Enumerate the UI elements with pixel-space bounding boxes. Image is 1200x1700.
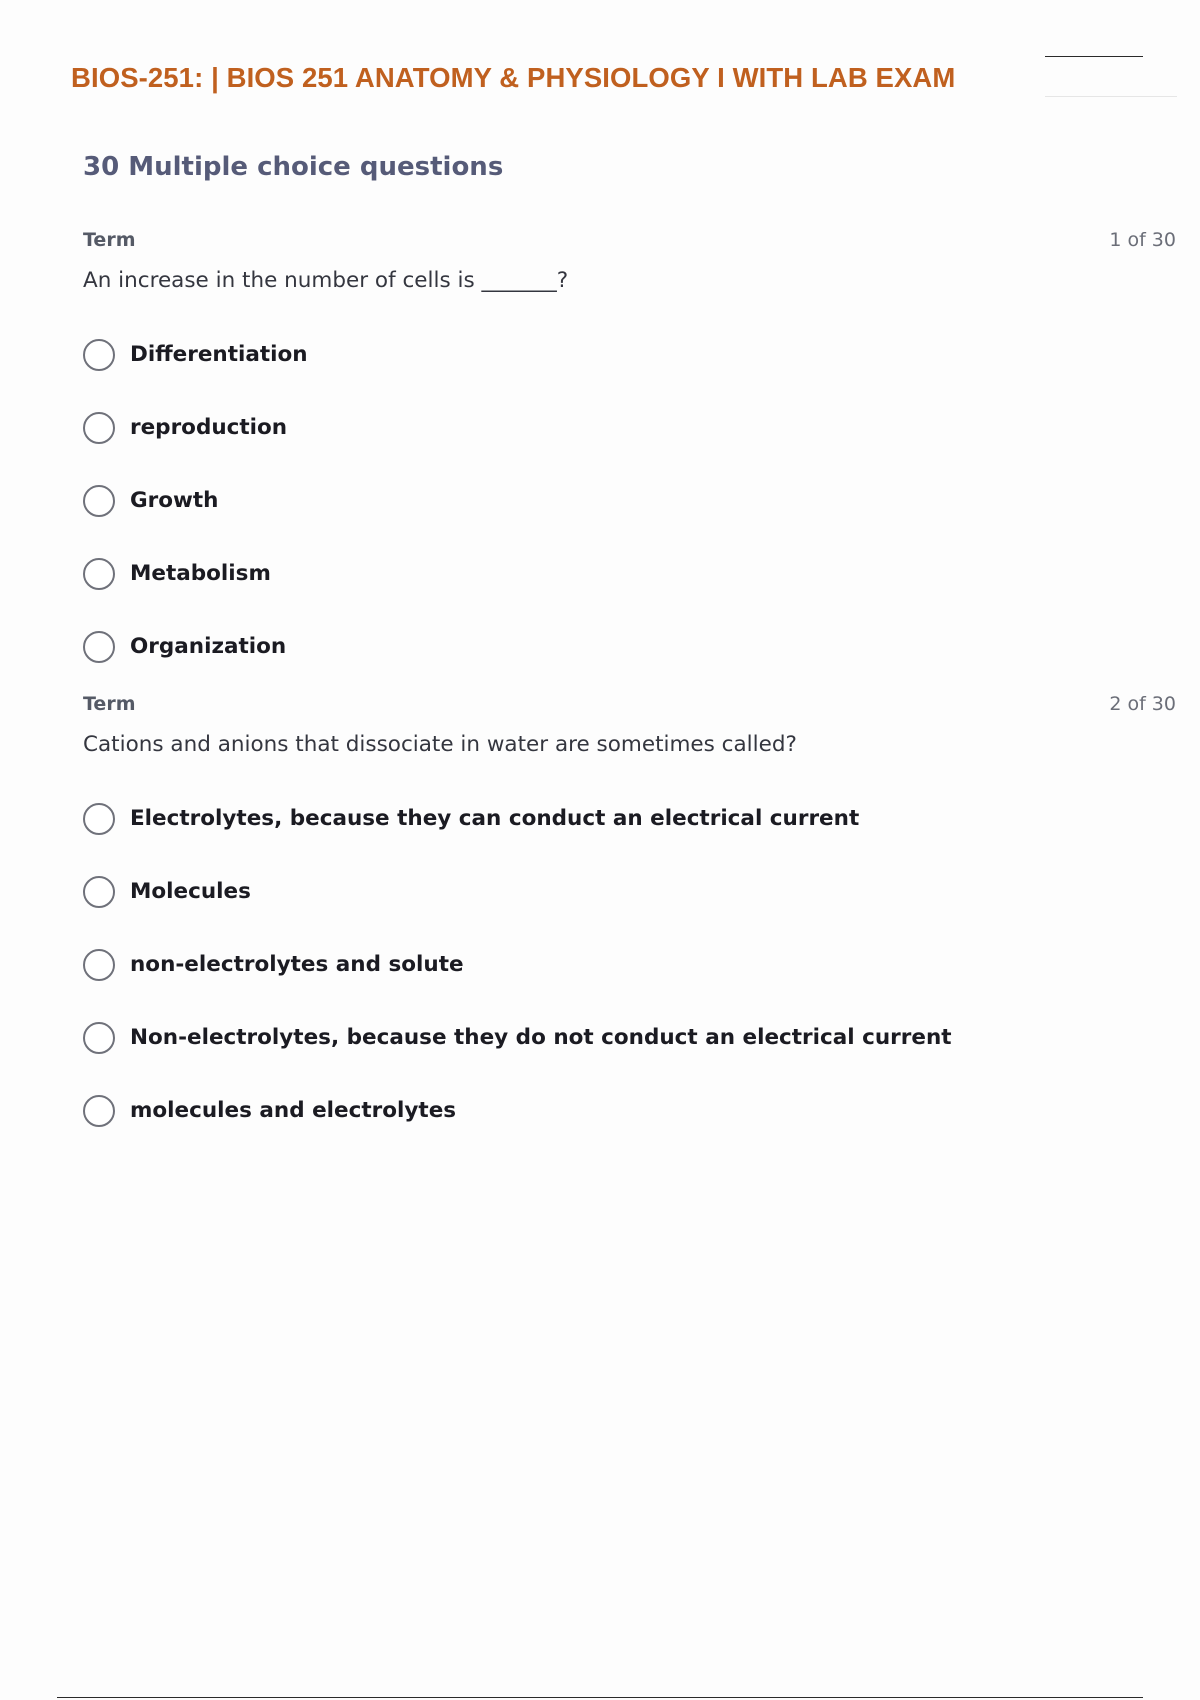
term-label: Term	[83, 693, 136, 715]
radio-button[interactable]	[83, 485, 115, 517]
answer-option-label: Non-electrolytes, because they do not conduct an electrical current	[130, 1025, 952, 1050]
radio-button[interactable]	[83, 1095, 115, 1127]
answer-option[interactable]	[83, 928, 1176, 1001]
radio-button[interactable]	[83, 876, 115, 908]
radio-button[interactable]	[83, 631, 115, 663]
question-2	[83, 693, 1176, 1147]
answer-option-label: reproduction	[130, 415, 288, 440]
answer-option[interactable]	[83, 391, 1176, 464]
answer-option[interactable]	[83, 782, 1176, 855]
footer-rule	[57, 1697, 1143, 1698]
question-meta	[83, 229, 1176, 255]
radio-button[interactable]	[83, 1022, 115, 1054]
answer-options	[83, 318, 1176, 683]
question-meta	[83, 693, 1176, 719]
answer-option[interactable]	[83, 537, 1176, 610]
answer-options	[83, 782, 1176, 1147]
question-1	[83, 229, 1176, 683]
answer-option-label: Electrolytes, because they can conduct an electrical current	[130, 806, 860, 831]
question-prompt: An increase in the number of cells is _______?	[83, 268, 569, 293]
question-prompt: Cations and anions that dissociate in water are sometimes called?	[83, 732, 797, 757]
document-title: BIOS-251: | BIOS 251 ANATOMY & PHYSIOLOGY I WITH LAB EXAM	[71, 62, 956, 93]
radio-button[interactable]	[83, 803, 115, 835]
answer-option[interactable]	[83, 464, 1176, 537]
term-label: Term	[83, 229, 136, 251]
answer-option-label: Molecules	[130, 879, 251, 904]
radio-button[interactable]	[83, 558, 115, 590]
question-counter: 2 of 30	[1109, 693, 1176, 715]
question-counter: 1 of 30	[1109, 229, 1176, 251]
answer-option[interactable]	[83, 318, 1176, 391]
answer-option-label: Metabolism	[130, 561, 271, 586]
answer-option[interactable]	[83, 1001, 1176, 1074]
answer-option-label: non-electrolytes and solute	[130, 952, 464, 977]
radio-button[interactable]	[83, 412, 115, 444]
header-rule-bottom	[1045, 96, 1177, 97]
radio-button[interactable]	[83, 339, 115, 371]
answer-option-label: Growth	[130, 488, 219, 513]
answer-option[interactable]	[83, 610, 1176, 683]
answer-option[interactable]	[83, 855, 1176, 928]
radio-button[interactable]	[83, 949, 115, 981]
answer-option-label: Differentiation	[130, 342, 308, 367]
answer-option-label: Organization	[130, 634, 287, 659]
answer-option-label: molecules and electrolytes	[130, 1098, 457, 1123]
section-title: 30 Multiple choice questions	[83, 152, 504, 182]
answer-option[interactable]	[83, 1074, 1176, 1147]
header-rule-top	[1045, 56, 1143, 57]
